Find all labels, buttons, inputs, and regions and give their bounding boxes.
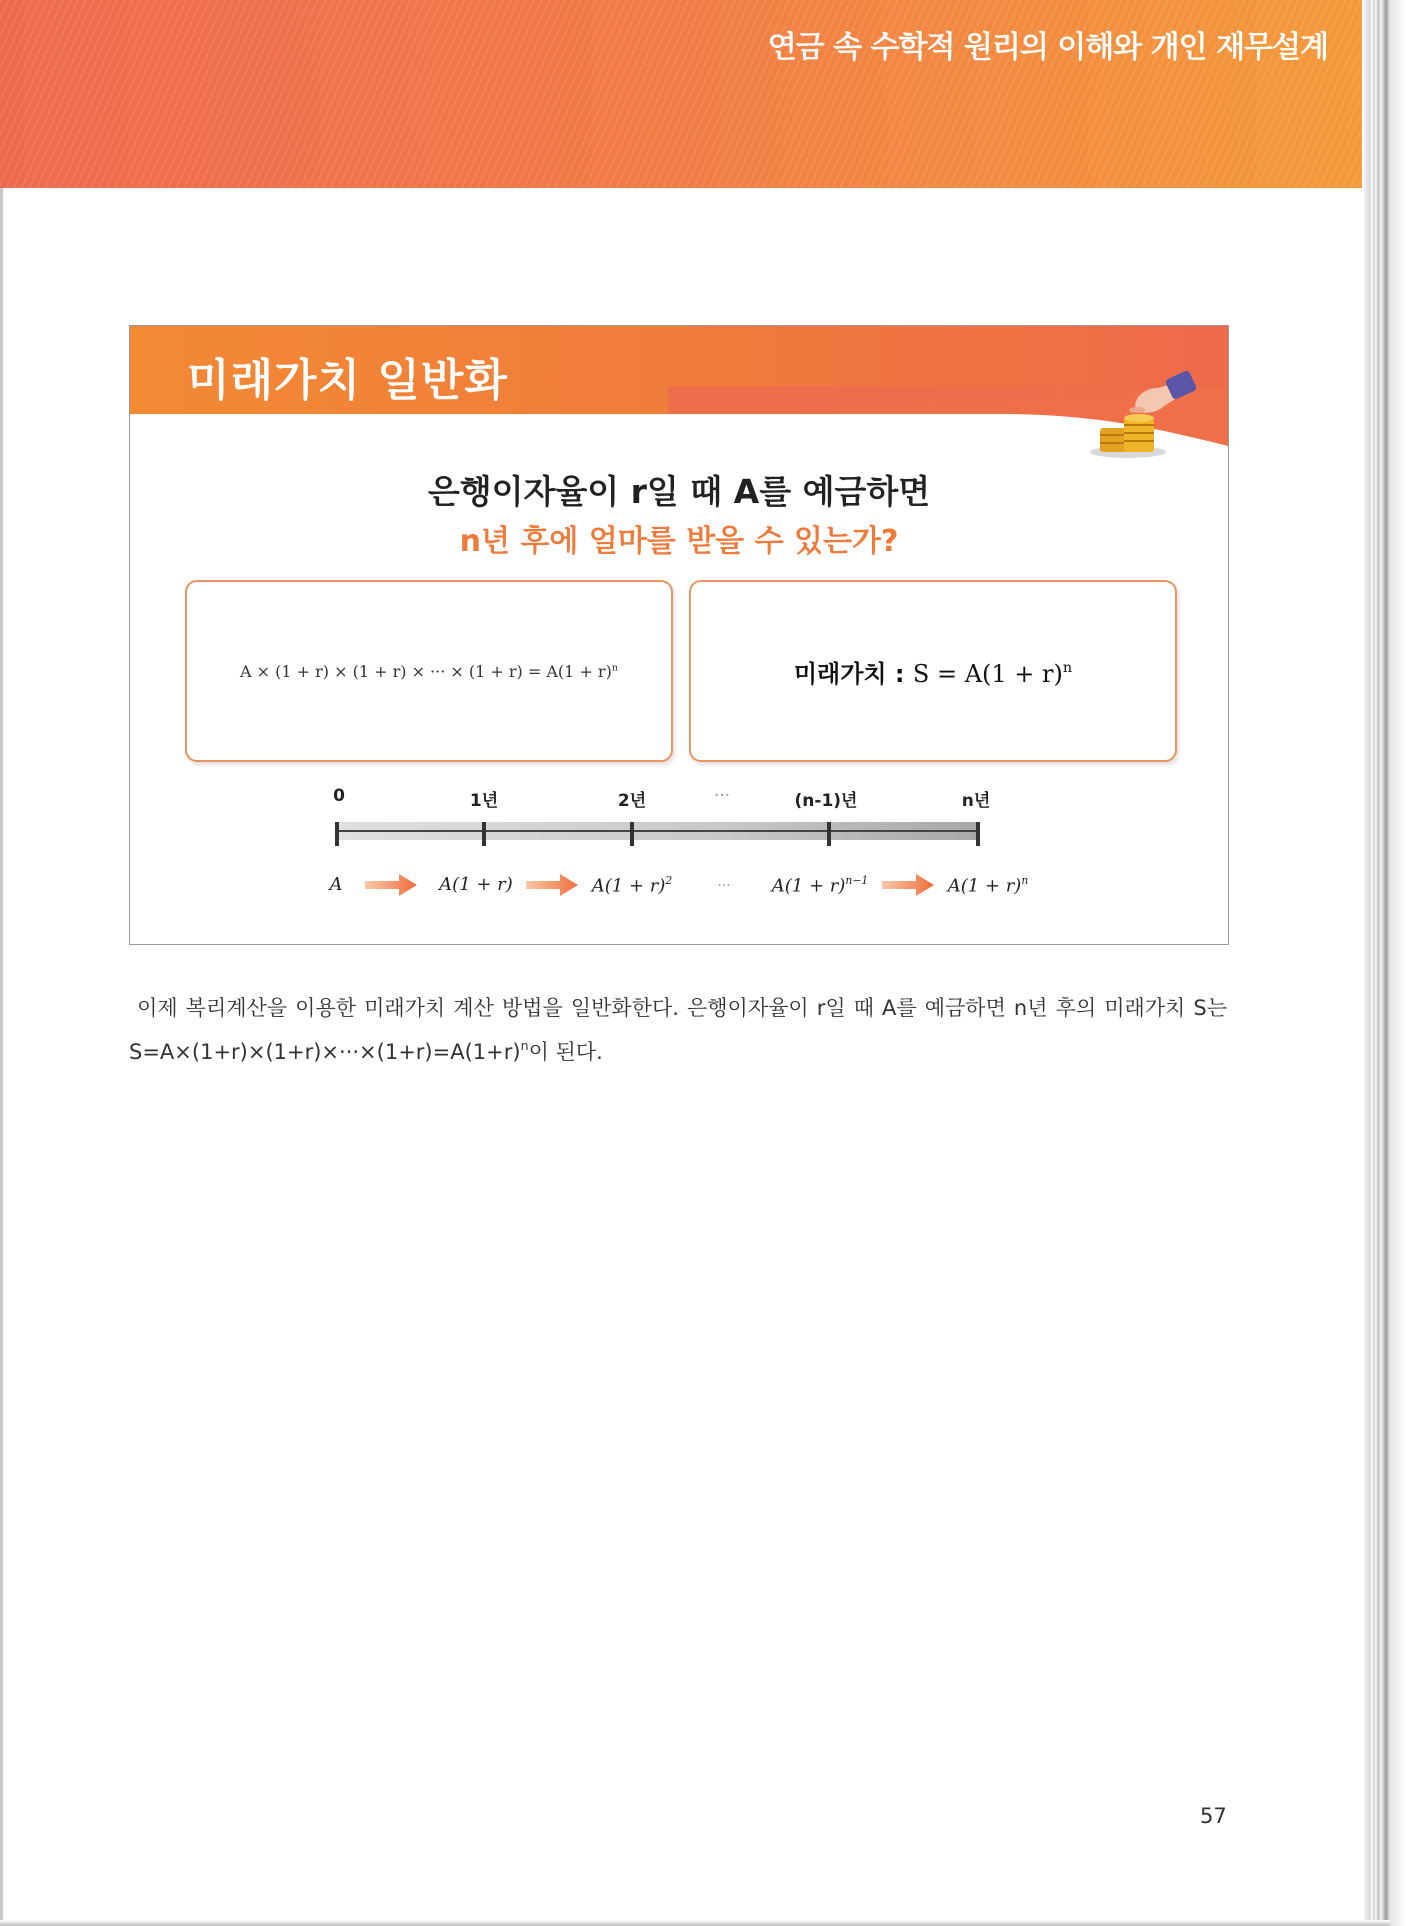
timeline-value: $A(1 + r)^n$ bbox=[947, 874, 1029, 897]
page-bottom-edge bbox=[0, 1920, 1390, 1926]
timeline-value: A bbox=[329, 874, 343, 895]
timeline-label: 0 bbox=[333, 786, 345, 806]
slide-title: 미래가치 일반화 bbox=[187, 355, 508, 406]
page-left-edge bbox=[0, 0, 3, 1926]
timeline-ellipsis: ··· bbox=[717, 878, 731, 894]
page-number: 57 bbox=[1200, 1804, 1227, 1828]
chapter-header-banner bbox=[0, 0, 1362, 188]
question-line-2: n년 후에 얼마를 받을 수 있는가? bbox=[459, 524, 899, 559]
timeline-value: $A(1 + r)^{n-1}$ bbox=[771, 874, 869, 897]
arrow-right-icon bbox=[882, 872, 934, 898]
arrow-right-icon bbox=[365, 872, 417, 898]
expansion-formula: A × (1 + r) × (1 + r) × ··· × $(1 + r) = A(1 + r)^n$ bbox=[239, 661, 618, 681]
timeline-tick bbox=[976, 822, 980, 846]
body-paragraph: 이제 복리계산을 이용한 미래가치 계산 방법을 일반화한다. 은행이자율이 r일 때 A를 예금하면 n년 후의 미래가치 S는 $S=A\times(1+r)\times(1+r)\times\cdot\cdot\cdot\times(1+r)=A(1+r)^n$이 된다. bbox=[129, 996, 1227, 1064]
timeline-tick bbox=[482, 822, 486, 846]
timeline-tick bbox=[827, 822, 831, 846]
hand-coin-icon bbox=[1088, 354, 1198, 464]
timeline-label: (n-1)년 bbox=[794, 791, 858, 811]
timeline-label: 1년 bbox=[469, 791, 499, 811]
future-value-formula: 미래가치 : $S = A(1 + r)^n$ bbox=[793, 659, 1073, 688]
future-value-formula-box bbox=[689, 580, 1177, 762]
compound-timeline bbox=[130, 786, 1228, 926]
timeline-value: A(1 + r) bbox=[439, 874, 513, 895]
expansion-formula-box bbox=[185, 580, 673, 762]
timeline-axis-line bbox=[336, 830, 980, 832]
timeline-label: ··· bbox=[713, 786, 731, 806]
timeline-tick bbox=[630, 822, 634, 846]
timeline-label: n년 bbox=[961, 791, 991, 811]
arrow-right-icon bbox=[526, 872, 578, 898]
timeline-label: 2년 bbox=[617, 791, 647, 811]
question-line-1: 은행이자율이 r일 때 A를 예금하면 bbox=[427, 472, 931, 511]
chapter-title: 연금 속 수학적 원리의 이해와 개인 재무설계 bbox=[767, 30, 1328, 65]
slide-figure bbox=[129, 325, 1229, 945]
page-stack-edge bbox=[1364, 0, 1406, 1926]
timeline-value: $A(1 + r)^2$ bbox=[591, 874, 673, 897]
timeline-tick bbox=[335, 822, 339, 846]
